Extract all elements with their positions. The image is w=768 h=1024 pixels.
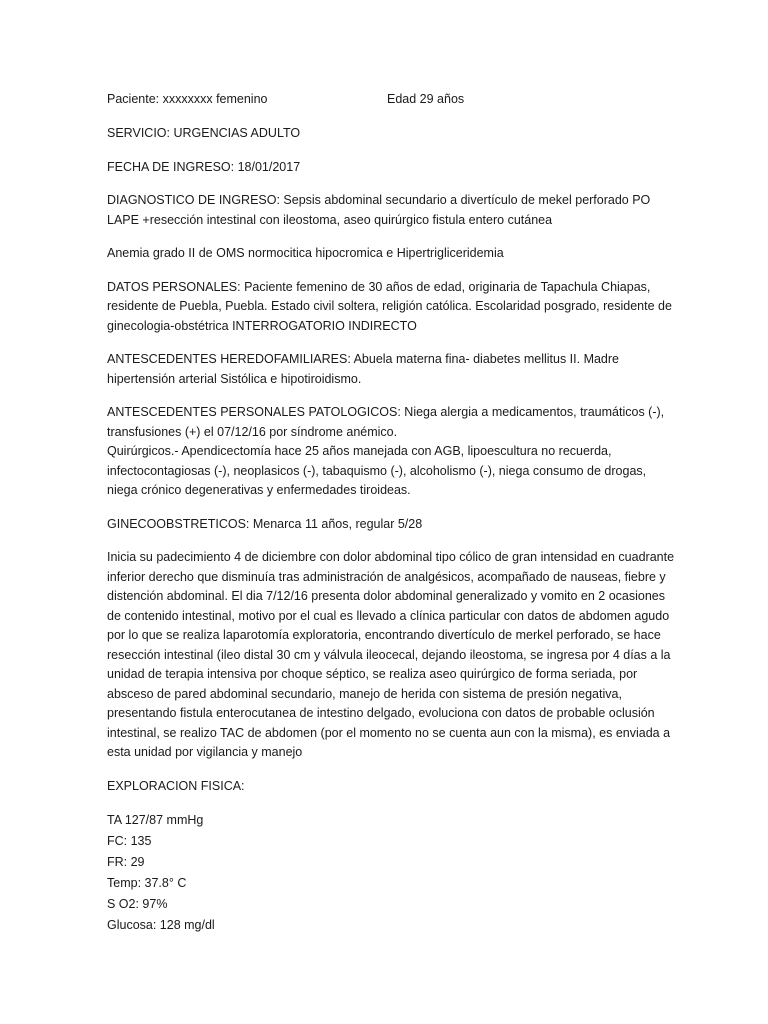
patient-header <box>107 90 677 110</box>
gyneco-obstetric-history: GINECOOBSTRETICOS: Menarca 11 años, regular 5/28 <box>107 516 423 531</box>
service-line: SERVICIO: URGENCIAS ADULTO <box>107 126 301 140</box>
vital-heart-rate: FC: 135 <box>107 834 152 848</box>
vital-blood-pressure: TA 127/87 mmHg <box>107 813 204 827</box>
current-illness: Inicia su padecimiento 4 de diciembre con dolor abdominal tipo cólico de gran intensidad en cuadrante inferior derecho que disminuía tras administración de analgésicos, acompañado de nauseas, fiebre y distención abdominal. El dia 7/12/16 presenta dolor abdominal generalizado y vomito en 2 ocasiones de contenido intestinal, motivo por el cual es llevado a clínica particular con datos de abdomen agudo por lo que se realiza laparotomía exploratoria, encontrando divertículo de merkel perforado, se hace resección intestinal (ileo distal 30 cm y válvula ileocecal, dejando ileostoma, se ingresa por 4 días a la unidad de terapia intensiva por choque séptico, se realiza aseo quirúrgico de forma seriada, por absceso de pared abdominal secundario, manejo de herida con sistema de presión negativa, presentando fistula enterocutanea de intestino delgado, evoluciona con datos de probable oclusión intestinal, se realizo TAC de abdomen (por el momento no se cuenta aun con la misma), es enviada a esta unidad por vigilancia y manejo <box>107 550 675 759</box>
pathological-history: ANTESCEDENTES PERSONALES PATOLOGICOS: Niega alergia a medicamentos, traumáticos (-), transfusiones (+) el 07/12/16 por síndrome anémico. <box>107 405 665 439</box>
anemia-diagnosis: Anemia grado II de OMS normocitica hipocromica e Hipertrigliceridemia <box>107 246 504 260</box>
vital-respiratory-rate: FR: 29 <box>107 855 145 869</box>
vital-oxygen-saturation: S O2: 97% <box>107 897 168 911</box>
family-history: ANTESCEDENTES HEREDOFAMILIARES: Abuela materna fina- diabetes mellitus II. Madre hipertensión arterial Sistólica e hipotiroidismo. <box>107 352 619 386</box>
patient-age: Edad 29 años <box>387 92 465 106</box>
physical-exam-title: EXPLORACION FISICA: <box>107 778 245 793</box>
vital-signs <box>107 810 677 936</box>
personal-data: DATOS PERSONALES: Paciente femenino de 30 años de edad, originaria de Tapachula Chiapas, residente de Puebla, Puebla. Estado civil soltera, religión católica. Escolaridad posgrado, residente de ginecologia-obstétrica INTERROGATORIO INDIRECTO <box>107 279 672 333</box>
vital-temperature: Temp: 37.8° C <box>107 876 187 890</box>
patient-name: Paciente: xxxxxxxx femenino <box>107 92 268 106</box>
admission-date: FECHA DE INGRESO: 18/01/2017 <box>107 159 301 174</box>
vital-glucose: Glucosa: 128 mg/dl <box>107 918 215 932</box>
admission-diagnosis: DIAGNOSTICO DE INGRESO: Sepsis abdominal secundario a divertículo de mekel perforado PO LAPE +resección intestinal con ileostoma, aseo quirúrgico fistula entero cutánea <box>107 193 651 227</box>
medical-record-document <box>107 90 677 936</box>
surgical-history: Quirúrgicos.- Apendicectomía hace 25 años manejada con AGB, lipoescultura no recuerda, infectocontagiosas (-), neoplasicos (-), tabaquismo (-), alcoholismo (-), niega consumo de drogas, niega crónico degenerativas y enfermedades tiroideas. <box>107 444 647 497</box>
